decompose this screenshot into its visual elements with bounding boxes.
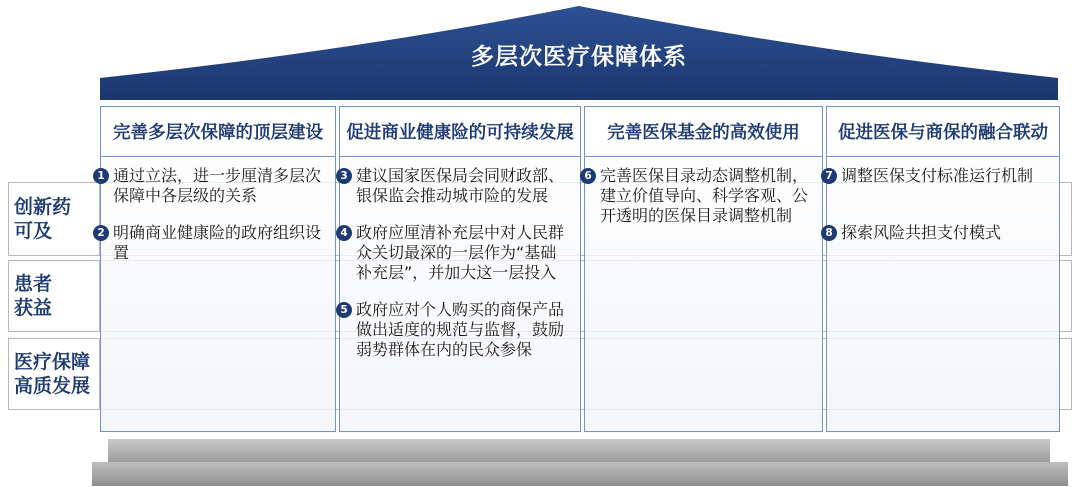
measure-item bbox=[580, 166, 814, 228]
measure-item bbox=[93, 166, 327, 228]
step-number-badge: 8 bbox=[821, 225, 837, 241]
foundation-lower-step bbox=[92, 462, 1068, 486]
measure-text: 建议国家医保局会同财政部、银保监会推动城市险的发展 bbox=[356, 166, 565, 205]
step-number-badge: 1 bbox=[93, 168, 109, 184]
measure-text: 完善医保目录动态调整机制，建立价值导向、科学客观、公开透明的医保目录调整机制 bbox=[600, 166, 809, 225]
step-number-badge: 3 bbox=[336, 168, 352, 184]
measure-item bbox=[821, 166, 1055, 228]
row-label bbox=[9, 183, 100, 255]
row-label-text: 患者获益 bbox=[14, 273, 53, 319]
step-number-badge: 2 bbox=[93, 225, 109, 241]
measure-item bbox=[821, 223, 1055, 285]
measure-item bbox=[336, 223, 570, 285]
pillar-header-text: 完善医保基金的高效使用 bbox=[607, 123, 800, 143]
step-number-badge: 4 bbox=[336, 225, 352, 241]
row-label-text: 医疗保障高质发展 bbox=[14, 351, 91, 397]
measure-item bbox=[336, 300, 570, 362]
row-label bbox=[9, 261, 100, 331]
diagram-title: 多层次医疗保障体系 bbox=[471, 44, 687, 70]
pillar-header bbox=[585, 107, 822, 157]
measure-text: 政府应厘清补充层中对人民群众关切最深的一层作为“基础补充层”，并加大这一层投入 bbox=[356, 223, 565, 282]
measure-text: 明确商业健康险的政府组织设置 bbox=[113, 223, 322, 262]
step-number-badge: 6 bbox=[580, 168, 596, 184]
row-label-text: 创新药可及 bbox=[14, 196, 72, 242]
measure-text: 探索风险共担支付模式 bbox=[841, 223, 1002, 242]
step-number-badge: 7 bbox=[821, 168, 837, 184]
pillar-header-text: 完善多层次保障的顶层建设 bbox=[113, 123, 323, 143]
pillar-header bbox=[340, 107, 580, 157]
pillar-column-3 bbox=[584, 106, 823, 432]
step-number-badge: 5 bbox=[336, 302, 352, 318]
measure-item bbox=[336, 166, 570, 228]
pillar-header-text: 促进医保与商保的融合联动 bbox=[838, 123, 1048, 143]
row-label bbox=[9, 339, 100, 409]
pillar-header-text: 促进商业健康险的可持续发展 bbox=[346, 123, 574, 143]
foundation-upper-step bbox=[108, 439, 1050, 462]
measure-item bbox=[93, 223, 327, 285]
pillar-header bbox=[827, 107, 1059, 157]
measure-text: 通过立法，进一步厘清多层次保障中各层级的关系 bbox=[113, 166, 322, 205]
pillar-header bbox=[101, 107, 335, 157]
measure-text: 政府应对个人购买的商保产品做出适度的规范与监督，鼓励弱势群体在内的民众参保 bbox=[356, 300, 565, 359]
measure-text: 调整医保支付标准运行机制 bbox=[841, 166, 1034, 185]
